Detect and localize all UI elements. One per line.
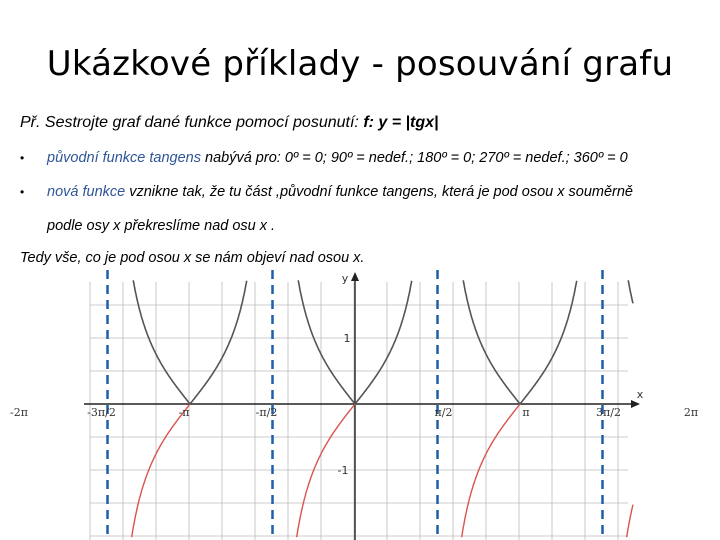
curves (132, 280, 633, 537)
bullet-marker: • (20, 151, 25, 165)
x-tick-label: -π/2 (255, 406, 278, 419)
y-axis-label: y (341, 272, 349, 285)
abs-tan-curve-branch (628, 280, 633, 303)
tan-curve-lower-branch (627, 505, 633, 538)
y-tick-label: 1 (343, 332, 351, 345)
bullet-text: nabývá pro: 0º = 0; 90º = nedef.; 180º = 0; 270º = nedef.; 360º = 0 (200, 150, 628, 166)
summary-text: Tedy vše, co je pod osou x se nám objeví nad osou x. (20, 250, 365, 266)
bullet-continuation: podle osy x překreslíme nad osu x . (47, 218, 276, 234)
tan-curve-lower-branch (462, 404, 520, 537)
axes (84, 272, 640, 540)
bullet-marker: • (20, 185, 25, 199)
bullet-highlight: nová funkce (47, 184, 126, 200)
bullet-text: vznikne tak, že tu část ,původní funkce tangens, která je pod osou x souměrně (125, 184, 634, 200)
x-tick-label: -2π (10, 406, 28, 419)
y-axis-arrow (351, 272, 359, 281)
tan-curve-lower-branch (132, 404, 190, 537)
x-tick-label: 3π/2 (596, 406, 621, 419)
x-axis-arrow (631, 400, 640, 408)
x-tick-label: -3π/2 (87, 406, 116, 419)
x-tick-label: 2π (683, 406, 699, 419)
abs-tan-curve-branch (463, 280, 577, 404)
x-axis-label: x (636, 388, 644, 401)
task-prefix: Př. Sestrojte graf dané funkce pomocí posunutí: (20, 114, 359, 131)
slide-title: Ukázkové příklady - posouvání grafu (46, 44, 674, 84)
graph-grid (90, 282, 628, 540)
task-formula: f: y = |tgx| (363, 114, 439, 131)
y-tick-label: -1 (337, 464, 349, 477)
x-tick-label: π (522, 406, 530, 419)
abs-tan-curve-branch (133, 280, 247, 404)
x-tick-label: -π (178, 406, 190, 419)
bullet-highlight: původní funkce tangens (47, 150, 201, 166)
x-tick-label: π/2 (434, 406, 453, 419)
